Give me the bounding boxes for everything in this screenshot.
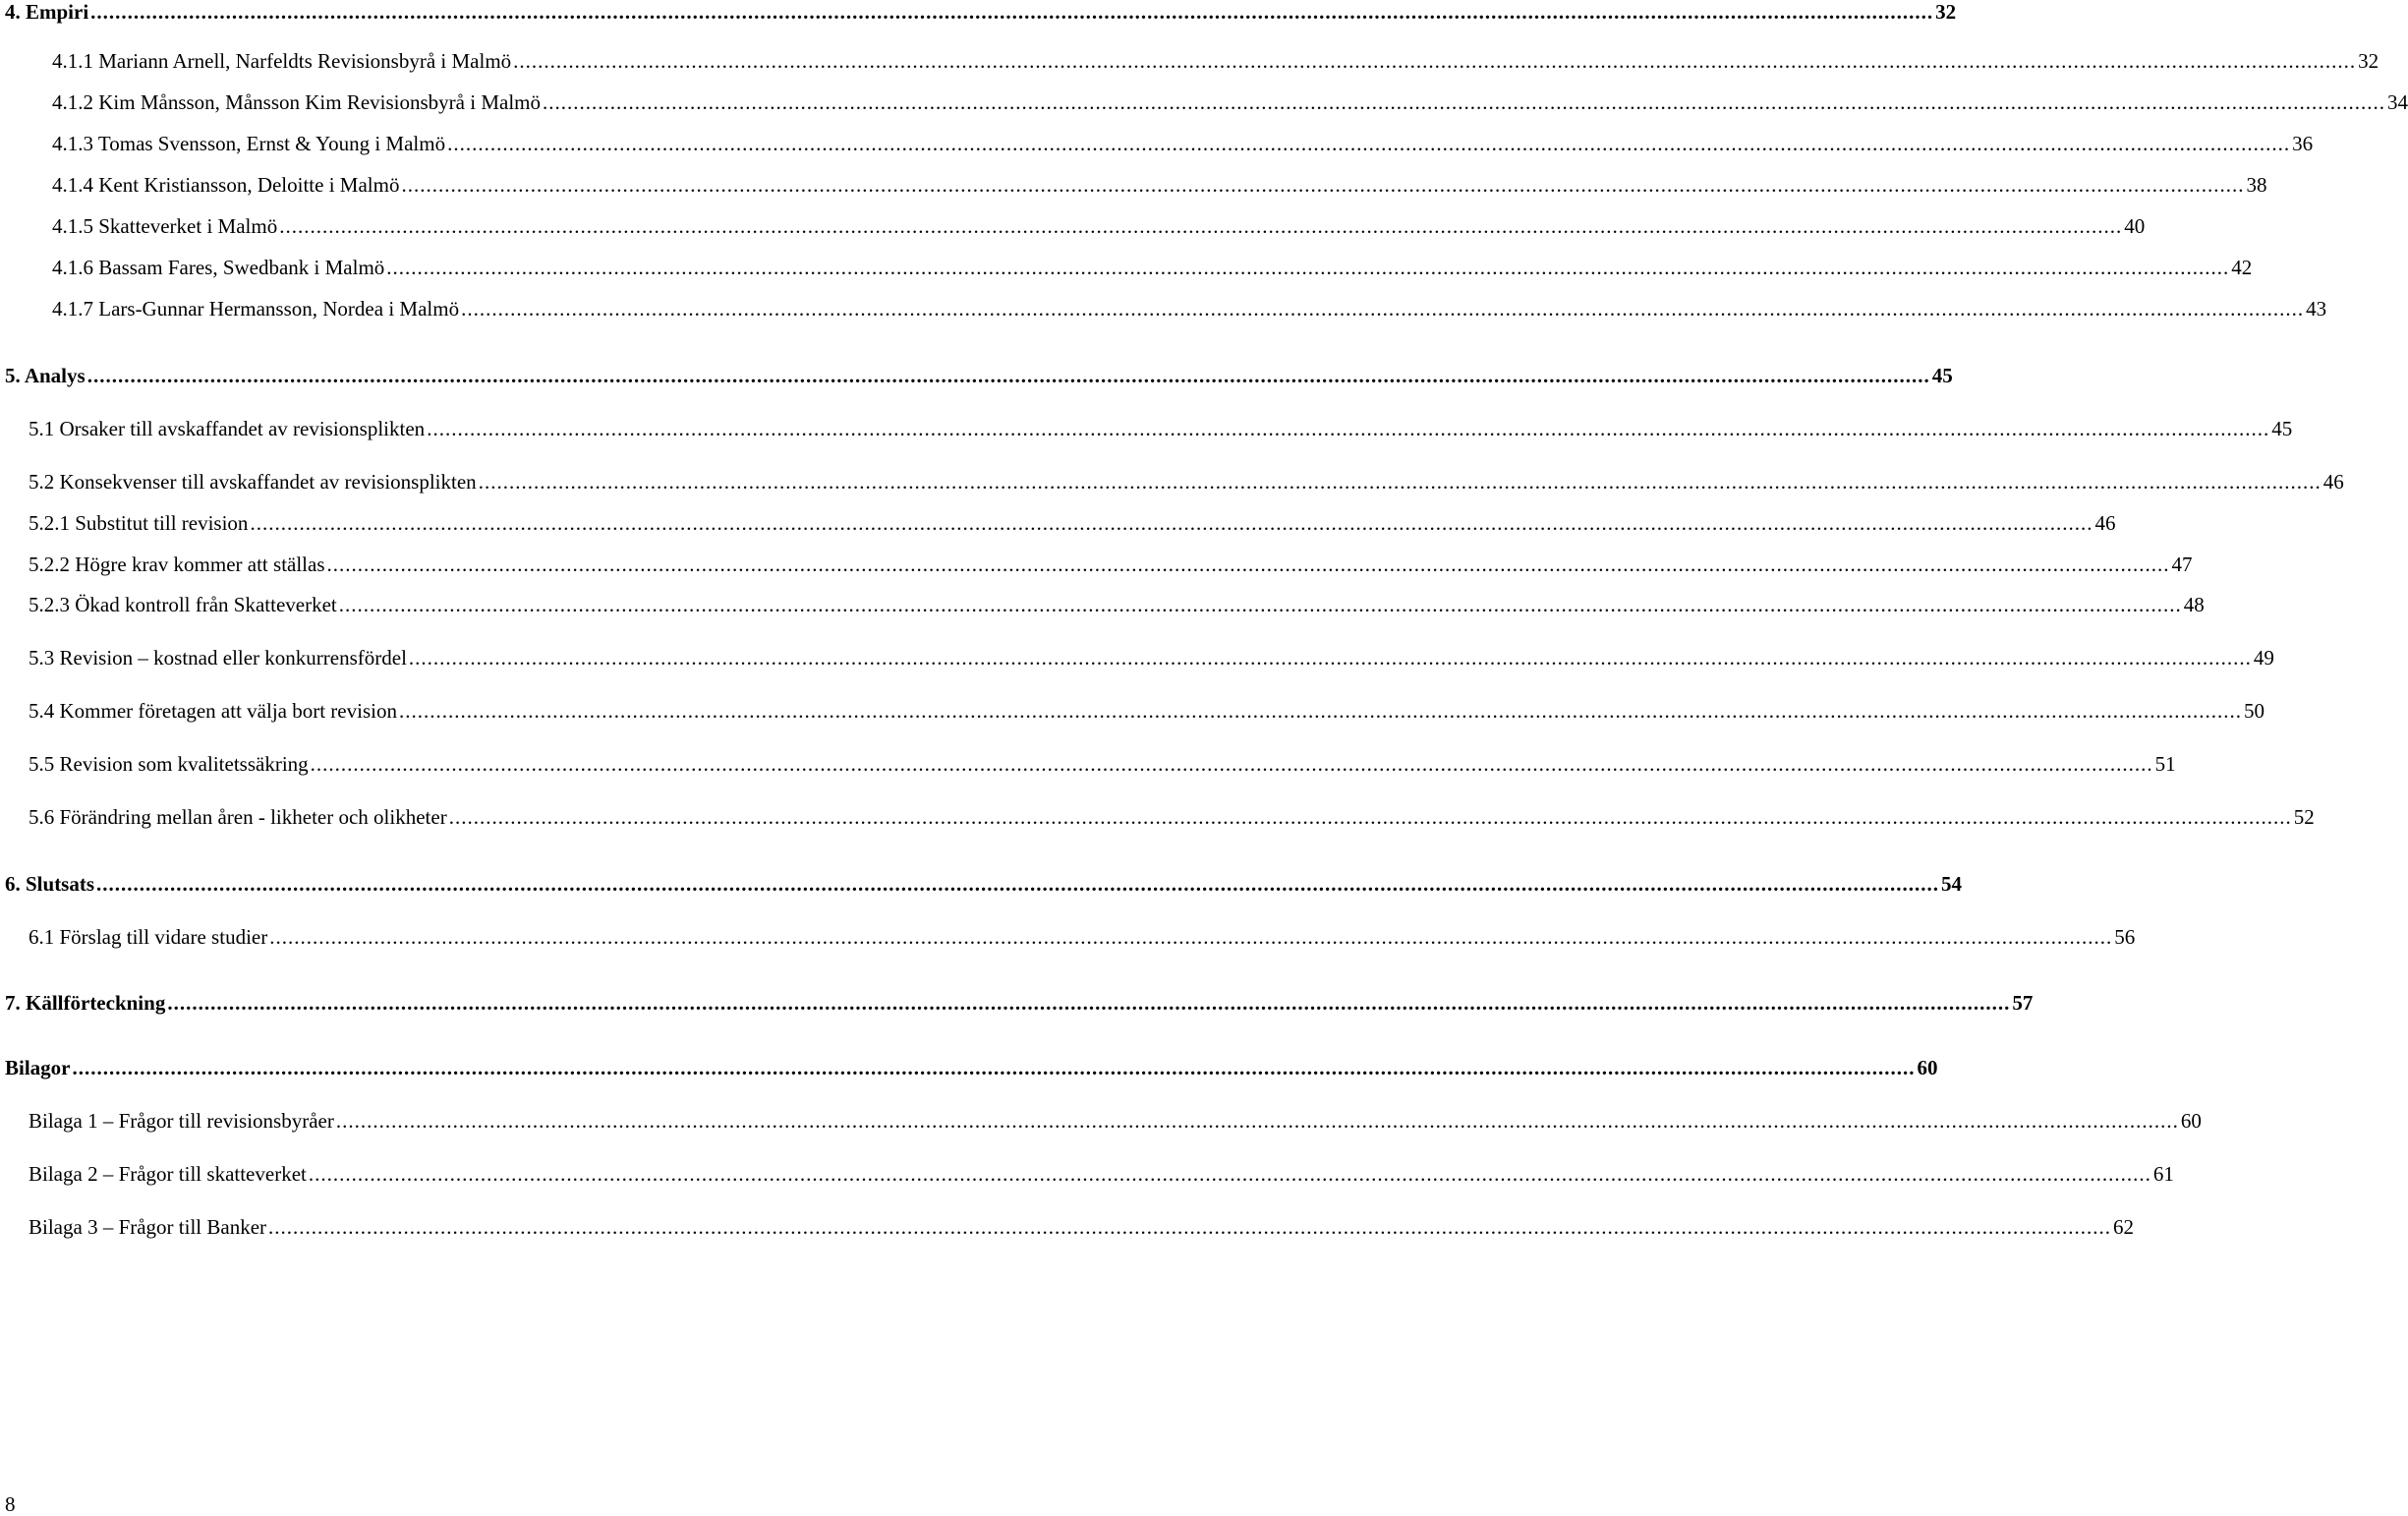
toc-leader-dots: ............................................................................................................................................................................................................................................................................................................ bbox=[448, 805, 2292, 829]
toc-leader-dots: ............................................................................................................................................................................................................................................................................................................ bbox=[308, 1162, 2151, 1186]
toc-entry-page: 46 bbox=[2322, 470, 2344, 494]
toc-leader-dots: ............................................................................................................................................................................................................................................................................................................ bbox=[461, 297, 2305, 321]
toc-entry-title: 6.1 Förslag till vidare studier bbox=[29, 925, 268, 949]
toc-entry-page: 54 bbox=[1941, 872, 1963, 896]
toc-leader-dots: ............................................................................................................................................................................................................................................................................................................ bbox=[310, 752, 2153, 776]
toc-entry-page: 48 bbox=[2183, 593, 2205, 616]
toc-leader-dots: ............................................................................................................................................................................................................................................................................................................ bbox=[447, 132, 2291, 155]
toc-entry-title: Bilaga 2 – Frågor till skatteverket bbox=[29, 1162, 307, 1186]
toc-entry-title: 4.1.5 Skatteverket i Malmö bbox=[52, 214, 278, 238]
toc-leader-dots: ............................................................................................................................................................................................................................................................................................................ bbox=[478, 470, 2322, 494]
toc-entry-page: 62 bbox=[2113, 1215, 2135, 1239]
toc-entry-page: 50 bbox=[2243, 699, 2265, 723]
toc-leader-dots: ............................................................................................................................................................................................................................................................................................................ bbox=[268, 1215, 2112, 1239]
toc-entry[interactable] bbox=[5, 0, 1957, 24]
toc-entry[interactable] bbox=[29, 511, 2116, 535]
toc-entry[interactable] bbox=[52, 256, 2253, 279]
toc-entry-page: 51 bbox=[2154, 752, 2176, 776]
toc-entry-title: 4.1.1 Mariann Arnell, Narfeldts Revisionsbyrå i Malmö bbox=[52, 49, 512, 73]
toc-leader-dots: ............................................................................................................................................................................................................................................................................................................ bbox=[269, 925, 2113, 949]
toc-entry-title: 5.4 Kommer företagen att välja bort revision bbox=[29, 699, 397, 723]
toc-entry-page: 40 bbox=[2124, 214, 2146, 238]
toc-entry-title: 7. Källförteckning bbox=[5, 991, 166, 1015]
toc-entry-title: 4.1.7 Lars-Gunnar Hermansson, Nordea i Malmö bbox=[52, 297, 460, 321]
toc-entry[interactable] bbox=[29, 1162, 2174, 1186]
toc-entry-page: 32 bbox=[1935, 0, 1957, 24]
toc-entry-title: 5. Analys bbox=[5, 364, 86, 387]
toc-entry[interactable] bbox=[5, 1056, 1938, 1079]
toc-leader-dots: ............................................................................................................................................................................................................................................................................................................ bbox=[386, 256, 2230, 279]
toc-entry-page: 45 bbox=[1931, 364, 1953, 387]
toc-entry-title: 5.3 Revision – kostnad eller konkurrensfördel bbox=[29, 646, 407, 670]
toc-entry-page: 46 bbox=[2094, 511, 2116, 535]
toc-entry[interactable] bbox=[52, 132, 2314, 155]
toc-entry-title: 4. Empiri bbox=[5, 0, 89, 24]
toc-entry-page: 42 bbox=[2231, 256, 2253, 279]
toc-entry-title: 5.2 Konsekvenser till avskaffandet av revisionsplikten bbox=[29, 470, 477, 494]
toc-entry-title: Bilaga 3 – Frågor till Banker bbox=[29, 1215, 267, 1239]
toc-leader-dots: ............................................................................................................................................................................................................................................................................................................ bbox=[513, 49, 2357, 73]
toc-leader-dots: ............................................................................................................................................................................................................................................................................................................ bbox=[427, 417, 2270, 440]
toc-entry-page: 47 bbox=[2171, 553, 2193, 576]
toc-leader-dots: ............................................................................................................................................................................................................................................................................................................ bbox=[335, 1109, 2179, 1133]
toc-entry[interactable] bbox=[52, 297, 2327, 321]
toc-leader-dots: ............................................................................................................................................................................................................................................................................................................ bbox=[72, 1056, 1916, 1079]
page-number: 8 bbox=[5, 1492, 16, 1516]
toc-leader-dots: ............................................................................................................................................................................................................................................................................................................ bbox=[167, 991, 2011, 1015]
toc-leader-dots: ............................................................................................................................................................................................................................................................................................................ bbox=[96, 872, 1940, 896]
toc-leader-dots: ............................................................................................................................................................................................................................................................................................................ bbox=[401, 173, 2245, 197]
toc-leader-dots: ............................................................................................................................................................................................................................................................................................................ bbox=[86, 364, 1930, 387]
toc-entry[interactable] bbox=[5, 872, 1963, 896]
toc-entry[interactable] bbox=[29, 752, 2176, 776]
toc-entry[interactable] bbox=[29, 1215, 2135, 1239]
toc-entry[interactable] bbox=[29, 925, 2136, 949]
toc-leader-dots: ............................................................................................................................................................................................................................................................................................................ bbox=[250, 511, 2093, 535]
toc-entry[interactable] bbox=[52, 90, 2408, 114]
toc-entry[interactable] bbox=[29, 470, 2344, 494]
toc-entry-title: 5.6 Förändring mellan åren - likheter och olikheter bbox=[29, 805, 447, 829]
toc-entry[interactable] bbox=[29, 699, 2265, 723]
toc-entry-title: 5.5 Revision som kvalitetssäkring bbox=[29, 752, 309, 776]
toc-entry-page: 38 bbox=[2246, 173, 2267, 197]
toc-entry-page: 60 bbox=[1917, 1056, 1938, 1079]
toc-entry[interactable] bbox=[52, 173, 2267, 197]
toc-entry-page: 32 bbox=[2358, 49, 2379, 73]
toc-entry-title: 6. Slutsats bbox=[5, 872, 95, 896]
toc-entry-title: 4.1.3 Tomas Svensson, Ernst & Young i Malmö bbox=[52, 132, 446, 155]
toc-entry-title: 5.2.3 Ökad kontroll från Skatteverket bbox=[29, 593, 337, 616]
toc-entry-page: 60 bbox=[2180, 1109, 2202, 1133]
toc-entry-title: 4.1.2 Kim Månsson, Månsson Kim Revisionsbyrå i Malmö bbox=[52, 90, 541, 114]
toc-entry-title: 5.1 Orsaker till avskaffandet av revisionsplikten bbox=[29, 417, 426, 440]
toc-entry[interactable] bbox=[29, 553, 2193, 576]
toc-entry-title: 4.1.6 Bassam Fares, Swedbank i Malmö bbox=[52, 256, 385, 279]
toc-entry-title: Bilaga 1 – Frågor till revisionsbyråer bbox=[29, 1109, 334, 1133]
toc-entry[interactable] bbox=[29, 417, 2293, 440]
toc-entry-page: 52 bbox=[2293, 805, 2315, 829]
toc-entry[interactable] bbox=[5, 991, 2034, 1015]
toc-entry-title: 5.2.1 Substitut till revision bbox=[29, 511, 249, 535]
toc-leader-dots: ............................................................................................................................................................................................................................................................................................................ bbox=[326, 553, 2170, 576]
toc-entry-page: 49 bbox=[2253, 646, 2274, 670]
toc-leader-dots: ............................................................................................................................................................................................................................................................................................................ bbox=[90, 0, 1934, 24]
toc-entry[interactable] bbox=[29, 805, 2315, 829]
toc-entry[interactable] bbox=[5, 364, 1953, 387]
toc-entry-title: Bilagor bbox=[5, 1056, 71, 1079]
toc-entry-title: 4.1.4 Kent Kristiansson, Deloitte i Malmö bbox=[52, 173, 400, 197]
toc-leader-dots: ............................................................................................................................................................................................................................................................................................................ bbox=[408, 646, 2252, 670]
toc-entry-page: 36 bbox=[2292, 132, 2314, 155]
toc-entry[interactable] bbox=[52, 214, 2146, 238]
toc-leader-dots: ............................................................................................................................................................................................................................................................................................................ bbox=[543, 90, 2385, 114]
toc-entry[interactable] bbox=[29, 593, 2205, 616]
toc-entry[interactable] bbox=[52, 49, 2379, 73]
toc-entry-page: 43 bbox=[2306, 297, 2327, 321]
toc-entry-page: 34 bbox=[2387, 90, 2408, 114]
toc-leader-dots: ............................................................................................................................................................................................................................................................................................................ bbox=[398, 699, 2242, 723]
toc-entry-title: 5.2.2 Högre krav kommer att ställas bbox=[29, 553, 325, 576]
toc-entry-page: 45 bbox=[2271, 417, 2293, 440]
toc-entry[interactable] bbox=[29, 646, 2274, 670]
toc-entry[interactable] bbox=[29, 1109, 2202, 1133]
toc-leader-dots: ............................................................................................................................................................................................................................................................................................................ bbox=[279, 214, 2123, 238]
toc-entry-page: 57 bbox=[2012, 991, 2034, 1015]
toc-entry-page: 56 bbox=[2114, 925, 2136, 949]
toc-leader-dots: ............................................................................................................................................................................................................................................................................................................ bbox=[338, 593, 2182, 616]
toc-entry-page: 61 bbox=[2152, 1162, 2174, 1186]
